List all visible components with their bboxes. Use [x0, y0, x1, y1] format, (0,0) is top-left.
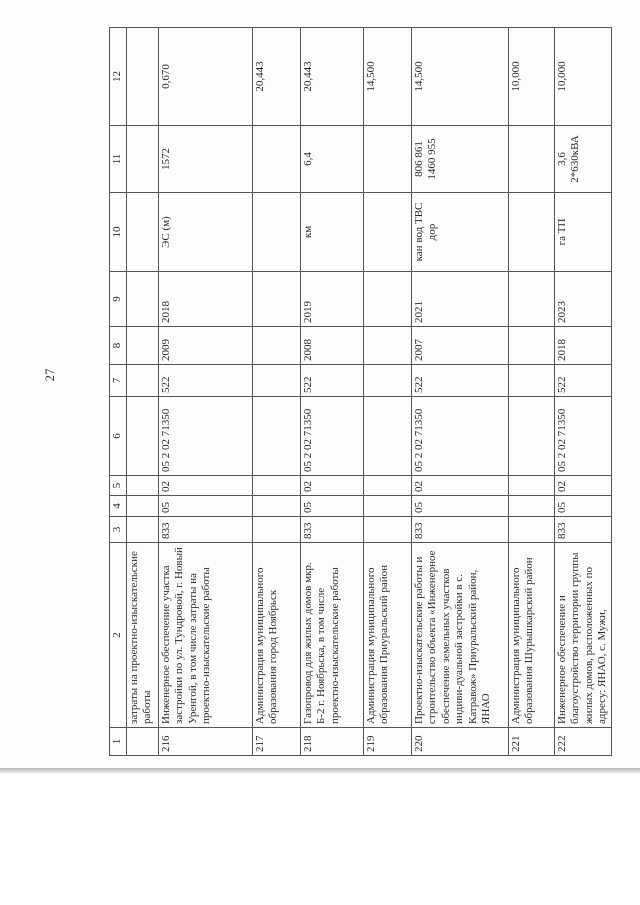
table-cell: [509, 365, 555, 397]
table-cell: [509, 397, 555, 476]
table-cell: 10,000: [509, 28, 555, 126]
table-cell: 2009: [159, 327, 253, 365]
table-row: [301, 28, 364, 756]
name-cell: Администрация муниципального образования город Ноябрьск: [253, 543, 301, 728]
table-cell: 522: [301, 365, 364, 397]
table-cell: 05: [301, 496, 364, 517]
table-cell: 2023: [555, 272, 612, 327]
table-cell: [253, 272, 301, 327]
table-cell: [253, 327, 301, 365]
table-cell: 833: [412, 517, 509, 543]
table-cell: 6,4: [301, 126, 364, 193]
table-cell: 20,443: [301, 28, 364, 126]
table-row: [364, 28, 412, 756]
table-cell: [253, 397, 301, 476]
table-row: [555, 28, 612, 756]
table-cell: [127, 126, 159, 193]
table-cell: 05 2 02 71350: [412, 397, 509, 476]
table-cell: [127, 397, 159, 476]
page-bottom-edge: [0, 768, 640, 773]
table-cell: км: [301, 193, 364, 272]
name-cell: Проектно-изыскательские работы и строительство объекта «Инженерное обеспечение земельных участков индиви-дуальной застройки в с. Катравож» Приуральский район, ЯНАО: [412, 543, 509, 728]
row-number-cell: 219: [364, 728, 412, 756]
table-cell: ЭС (м): [159, 193, 253, 272]
row-number-cell: 220: [412, 728, 509, 756]
table-cell: [509, 476, 555, 496]
header-cell: 11: [110, 126, 127, 193]
table-cell: 2018: [555, 327, 612, 365]
table-cell: [127, 193, 159, 272]
table-cell: [364, 126, 412, 193]
table-cell: 05: [412, 496, 509, 517]
table-cell: 05 2 02 71350: [555, 397, 612, 476]
table-cell: [509, 327, 555, 365]
table-cell: [364, 496, 412, 517]
table-cell: 05 2 02 71350: [159, 397, 253, 476]
table-cell: 2019: [301, 272, 364, 327]
table-cell: [127, 28, 159, 126]
table-cell: 05 2 02 71350: [301, 397, 364, 476]
row-number-cell: 217: [253, 728, 301, 756]
table-cell: 522: [555, 365, 612, 397]
table-cell: 0,670: [159, 28, 253, 126]
header-cell: 10: [110, 193, 127, 272]
table-cell: 833: [159, 517, 253, 543]
header-cell: 9: [110, 272, 127, 327]
table-cell: [509, 517, 555, 543]
table-cell: 20,443: [253, 28, 301, 126]
table-cell: [127, 517, 159, 543]
table-cell: [127, 365, 159, 397]
table-cell: 2008: [301, 327, 364, 365]
table-cell: [253, 476, 301, 496]
table-cell: [364, 272, 412, 327]
table-cell: [127, 496, 159, 517]
data-table: [109, 27, 612, 756]
page-number: 27: [42, 368, 57, 382]
name-cell: Администрация муниципального образования Приуральский район: [364, 543, 412, 728]
header-cell: 8: [110, 327, 127, 365]
table-cell: [364, 517, 412, 543]
name-cell: Администрация муниципального образования Шурышкарский район: [509, 543, 555, 728]
table-cell: га ТП: [555, 193, 612, 272]
table-row: [509, 28, 555, 756]
table-cell: 02: [555, 476, 612, 496]
table-cell: [364, 397, 412, 476]
row-number-cell: 221: [509, 728, 555, 756]
table-cell: 14,500: [412, 28, 509, 126]
table-cell: 833: [301, 517, 364, 543]
name-cell: Инженерное обеспечение участка застройки по ул. Тундровой, г. Новый Уренгой, в том числе затраты на проектно-изыскательские работы: [159, 543, 253, 728]
table-cell: [127, 327, 159, 365]
table-cell: [509, 193, 555, 272]
name-cell: Газопровод для жилых домов мкр. Б-2 г. Ноябрьска, в том числе проектно-изыскательские работы: [301, 543, 364, 728]
table-cell: 2007: [412, 327, 509, 365]
header-cell: 6: [110, 397, 127, 476]
table-cell: [253, 365, 301, 397]
row-number-cell: 218: [301, 728, 364, 756]
table-row: [412, 28, 509, 756]
table-header-row: [110, 28, 127, 756]
table-row: [253, 28, 301, 756]
table-cell: [364, 327, 412, 365]
table-cell: 3,6 2*630кВА: [555, 126, 612, 193]
table-cell: [253, 193, 301, 272]
table-cell: 10,000: [555, 28, 612, 126]
table-cell: [253, 517, 301, 543]
header-cell: 2: [110, 543, 127, 728]
table-cell: 2021: [412, 272, 509, 327]
table-cell: 1572: [159, 126, 253, 193]
table-cell: 05: [555, 496, 612, 517]
rotated-table-frame: [109, 28, 609, 756]
name-cell: затраты на проектно-изыскательские работы: [127, 543, 159, 728]
table-cell: 806 861 1460 955: [412, 126, 509, 193]
table-cell: [127, 272, 159, 327]
row-number-cell: [127, 728, 159, 756]
header-cell: 1: [110, 728, 127, 756]
table-cell: [127, 476, 159, 496]
table-cell: 14,500: [364, 28, 412, 126]
table-cell: [253, 126, 301, 193]
table-cell: [509, 496, 555, 517]
table-cell: [509, 272, 555, 327]
row-number-cell: 222: [555, 728, 612, 756]
row-number-cell: 216: [159, 728, 253, 756]
table-row: [127, 28, 159, 756]
header-cell: 3: [110, 517, 127, 543]
table-cell: 2018: [159, 272, 253, 327]
header-cell: 7: [110, 365, 127, 397]
table-cell: 522: [159, 365, 253, 397]
table-cell: 02: [159, 476, 253, 496]
table-cell: [509, 126, 555, 193]
table-row: [159, 28, 253, 756]
header-cell: 12: [110, 28, 127, 126]
table-cell: 02: [301, 476, 364, 496]
table-cell: [253, 496, 301, 517]
table-cell: [364, 193, 412, 272]
table-cell: 05: [159, 496, 253, 517]
table-cell: [364, 365, 412, 397]
header-cell: 5: [110, 476, 127, 496]
table-cell: [364, 476, 412, 496]
table-cell: кан вод ТВС дор: [412, 193, 509, 272]
name-cell: Инженерное обеспечение и благоустройство территории группы жилых домов, расположенных по адресу: ЯНАО, с. Мужи,: [555, 543, 612, 728]
table-cell: 522: [412, 365, 509, 397]
header-cell: 4: [110, 496, 127, 517]
table-cell: 02: [412, 476, 509, 496]
table-cell: 833: [555, 517, 612, 543]
